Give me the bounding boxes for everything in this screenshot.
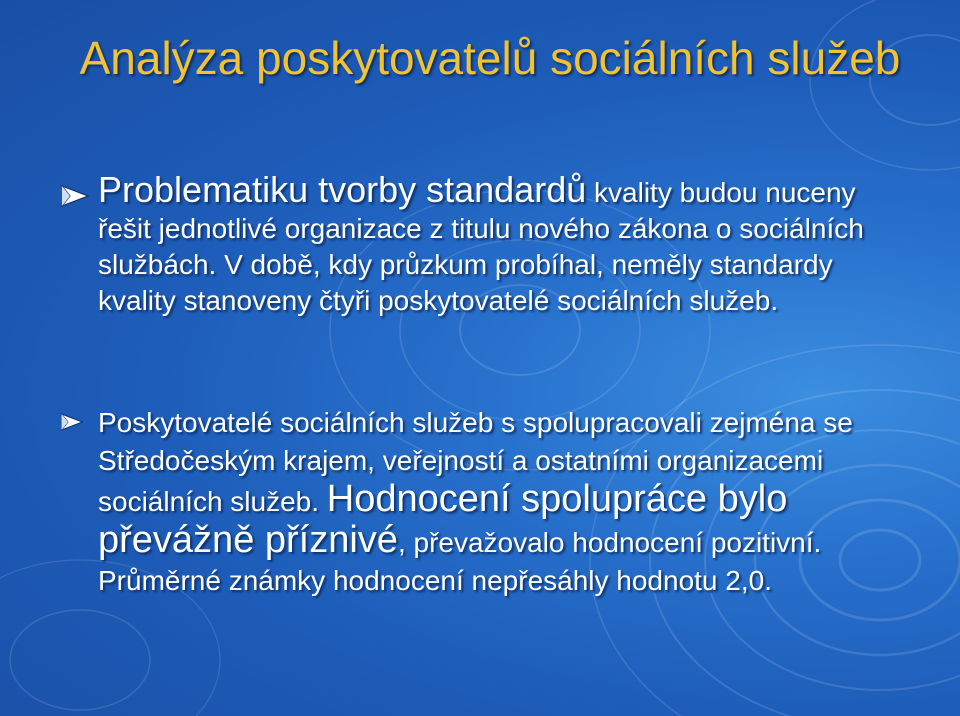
bullet-body-text: kvality budou nuceny řešit jednotlivé organizace z titulu nového zákona o sociálních službách. V době, kdy průzkum probíhal, neměly standardy kvality stanoveny čtyři poskytovatelé sociálních služeb. [98,177,864,316]
bullet-text [98,169,880,319]
slide-title: Analýza poskytovatelů sociálních služeb [79,32,901,84]
bullet-item [60,169,880,319]
arrowhead-bullet-icon [60,184,90,208]
bullet-lead-text: Problematiku tvorby standardů [98,169,587,210]
bullet-body-text-end: , převažovalo hodnocení pozitivní. Průměrné známky hodnocení nepřesáhly hodnotu 2,0. [98,527,822,596]
bullet-highlight-text: Hodnocení spolupráce bylo převážně příznivé [98,478,788,561]
bullet-text [98,404,880,600]
bullet-body-text: Poskytovatelé sociálních služeb s spolupracovali zejména se Středočeským krajem, veřejností a ostatními organizacemi sociálních služeb. [98,407,853,517]
arrowhead-bullet-icon [60,412,84,432]
bullet-item [60,404,880,600]
